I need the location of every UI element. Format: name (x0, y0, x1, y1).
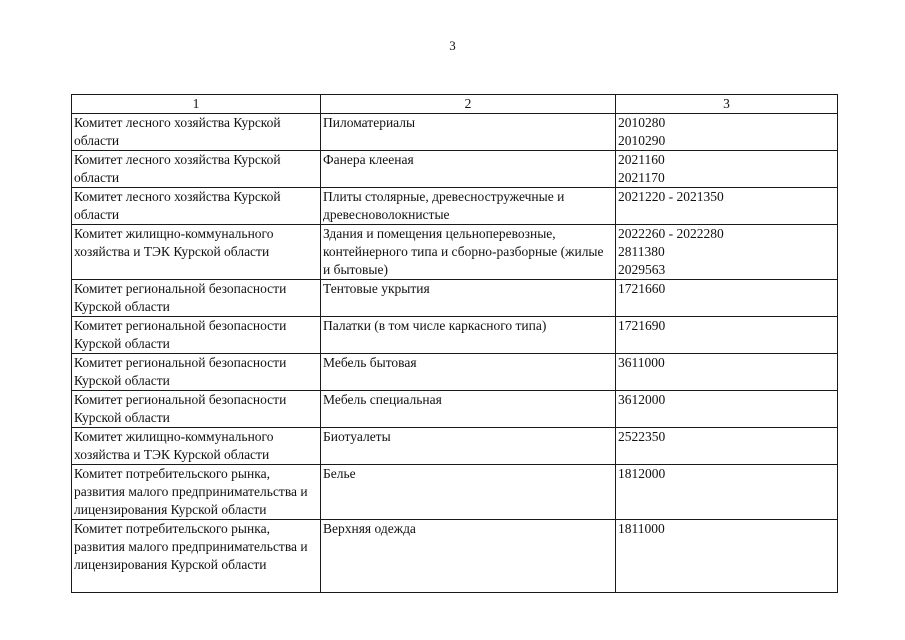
product-cell: Биотуалеты (321, 428, 616, 465)
product-cell: Верхняя одежда (321, 520, 616, 593)
product-cell: Тентовые укрытия (321, 280, 616, 317)
org-cell: Комитет региональной безопасности Курской области (72, 280, 321, 317)
table-row (72, 280, 838, 317)
codes-cell: 1812000 (616, 465, 838, 520)
org-cell: Комитет потребительского рынка, развития малого предпринимательства и лицензирования Курской области (72, 520, 321, 593)
codes-cell: 1721660 (616, 280, 838, 317)
table-row (72, 225, 838, 280)
product-cell: Мебель специальная (321, 391, 616, 428)
codes-cell: 2522350 (616, 428, 838, 465)
org-cell: Комитет региональной безопасности Курской области (72, 391, 321, 428)
org-cell: Комитет лесного хозяйства Курской области (72, 114, 321, 151)
column-header-2: 2 (321, 95, 616, 114)
product-cell: Палатки (в том числе каркасного типа) (321, 317, 616, 354)
org-cell: Комитет региональной безопасности Курской области (72, 354, 321, 391)
table-row (72, 151, 838, 188)
codes-cell: 2021220 - 2021350 (616, 188, 838, 225)
table-row (72, 317, 838, 354)
product-cell: Плиты столярные, древесностружечные и древесноволокнистые (321, 188, 616, 225)
table-row (72, 428, 838, 465)
org-cell: Комитет лесного хозяйства Курской области (72, 151, 321, 188)
page-number: 3 (449, 38, 456, 53)
codes-cell: 2021160 2021170 (616, 151, 838, 188)
table-row (72, 354, 838, 391)
product-cell: Пиломатериалы (321, 114, 616, 151)
org-cell: Комитет региональной безопасности Курской области (72, 317, 321, 354)
column-header-3: 3 (616, 95, 838, 114)
table-row (72, 114, 838, 151)
column-header-1: 1 (72, 95, 321, 114)
codes-cell: 2022260 - 2022280 2811380 2029563 (616, 225, 838, 280)
codes-cell: 1721690 (616, 317, 838, 354)
product-cell: Фанера клееная (321, 151, 616, 188)
document-table (71, 94, 838, 593)
org-cell: Комитет лесного хозяйства Курской области (72, 188, 321, 225)
org-cell: Комитет потребительского рынка, развития малого предпринимательства и лицензирования Курской области (72, 465, 321, 520)
org-cell: Комитет жилищно-коммунального хозяйства и ТЭК Курской области (72, 225, 321, 280)
codes-cell: 3612000 (616, 391, 838, 428)
org-cell: Комитет жилищно-коммунального хозяйства и ТЭК Курской области (72, 428, 321, 465)
product-cell: Мебель бытовая (321, 354, 616, 391)
table-row (72, 520, 838, 593)
product-cell: Здания и помещения цельноперевозные, контейнерного типа и сборно-разборные (жилые и бытовые) (321, 225, 616, 280)
table-header-row (72, 95, 838, 114)
codes-cell: 3611000 (616, 354, 838, 391)
product-cell: Белье (321, 465, 616, 520)
codes-cell: 2010280 2010290 (616, 114, 838, 151)
table-row (72, 465, 838, 520)
table-row (72, 188, 838, 225)
codes-cell: 1811000 (616, 520, 838, 593)
table-row (72, 391, 838, 428)
